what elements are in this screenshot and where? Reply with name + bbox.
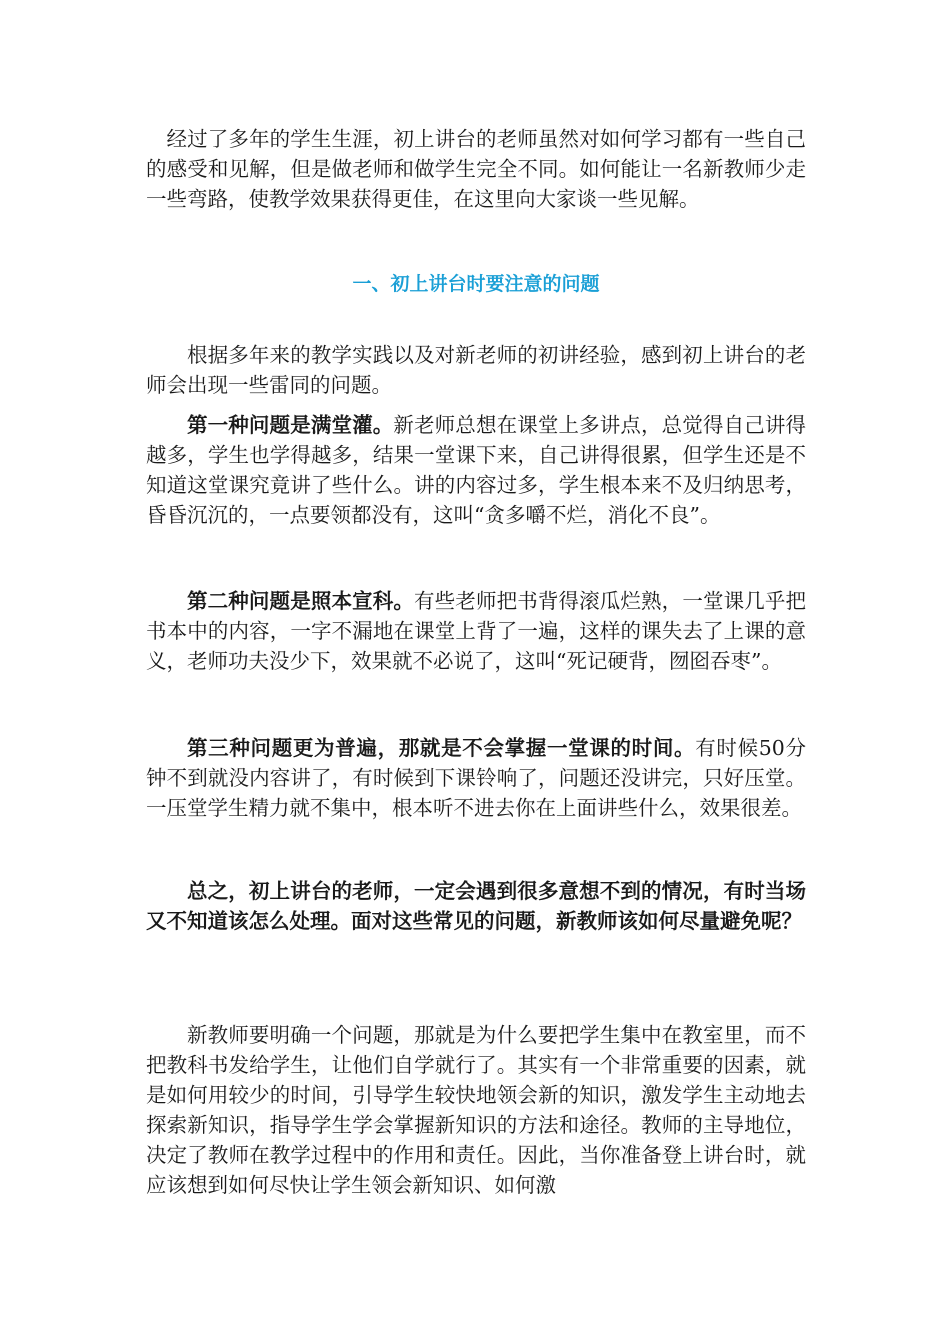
problem-2-lead: 第二种问题是照本宣科。 [187,589,415,613]
problem-3-paragraph [146,733,806,823]
problem-1-lead: 第一种问题是满堂灌。 [187,413,394,437]
problem-3-lead: 第三种问题更为普遍，那就是不会掌握一堂课的时间。 [187,736,696,760]
problem-1-body: 新老师总想在课堂上多讲点，总觉得自己讲得越多，学生也学得越多，结果一堂课下来，自己讲得很累，但学生还是不知道这堂课究竟讲了些什么。讲的内容过多，学生根本来不及归纳思考，昏昏沉沉的，一点要领都没有，这叫“贪多嚼不烂，消化不良”。 [146,413,807,527]
intro-paragraph: 经过了多年的学生生涯，初上讲台的老师虽然对如何学习都有一些自己的感受和见解，但是做老师和做学生完全不同。如何能让一名新教师少走一些弯路，使教学效果获得更佳，在这里向大家谈一些见解。 [146,127,806,211]
section-heading: 一、初上讲台时要注意的问题 [352,273,600,295]
problem-3-body: 有时候50分钟不到就没内容讲了，有时候到下课铃响了，问题还没讲完，只好压堂。一压堂学生精力就不集中，根本听不进去你在上面讲些什么，效果很差。 [146,736,807,820]
problem-2-body: 有些老师把书背得滚瓜烂熟，一堂课几乎把书本中的内容，一字不漏地在课堂上背了一遍，这样的课失去了上课的意义，老师功夫没少下，效果就不必说了，这叫“死记硬背，囫囵吞枣”。 [146,589,807,673]
summary-paragraph: 总之，初上讲台的老师，一定会遇到很多意想不到的情况，有时当场又不知道该怎么处理。面对这些常见的问题，新教师该如何尽量避免呢？ [146,879,806,933]
problem-1-paragraph [146,410,806,530]
problem-2-paragraph [146,586,806,676]
final-paragraph: 新教师要明确一个问题，那就是为什么要把学生集中在教室里，而不把教科书发给学生，让他们自学就行了。其实有一个非常重要的因素，就是如何用较少的时间，引导学生较快地领会新的知识，激发学生主动地去探索新知识，指导学生学会掌握新知识的方法和途径。教师的主导地位，决定了教师在教学过程中的作用和责任。因此，当你准备登上讲台时，就应该想到如何尽快让学生领会新知识、如何激 [146,1023,806,1197]
opening-paragraph: 根据多年来的教学实践以及对新老师的初讲经验，感到初上讲台的老师会出现一些雷同的问题。 [146,343,806,397]
